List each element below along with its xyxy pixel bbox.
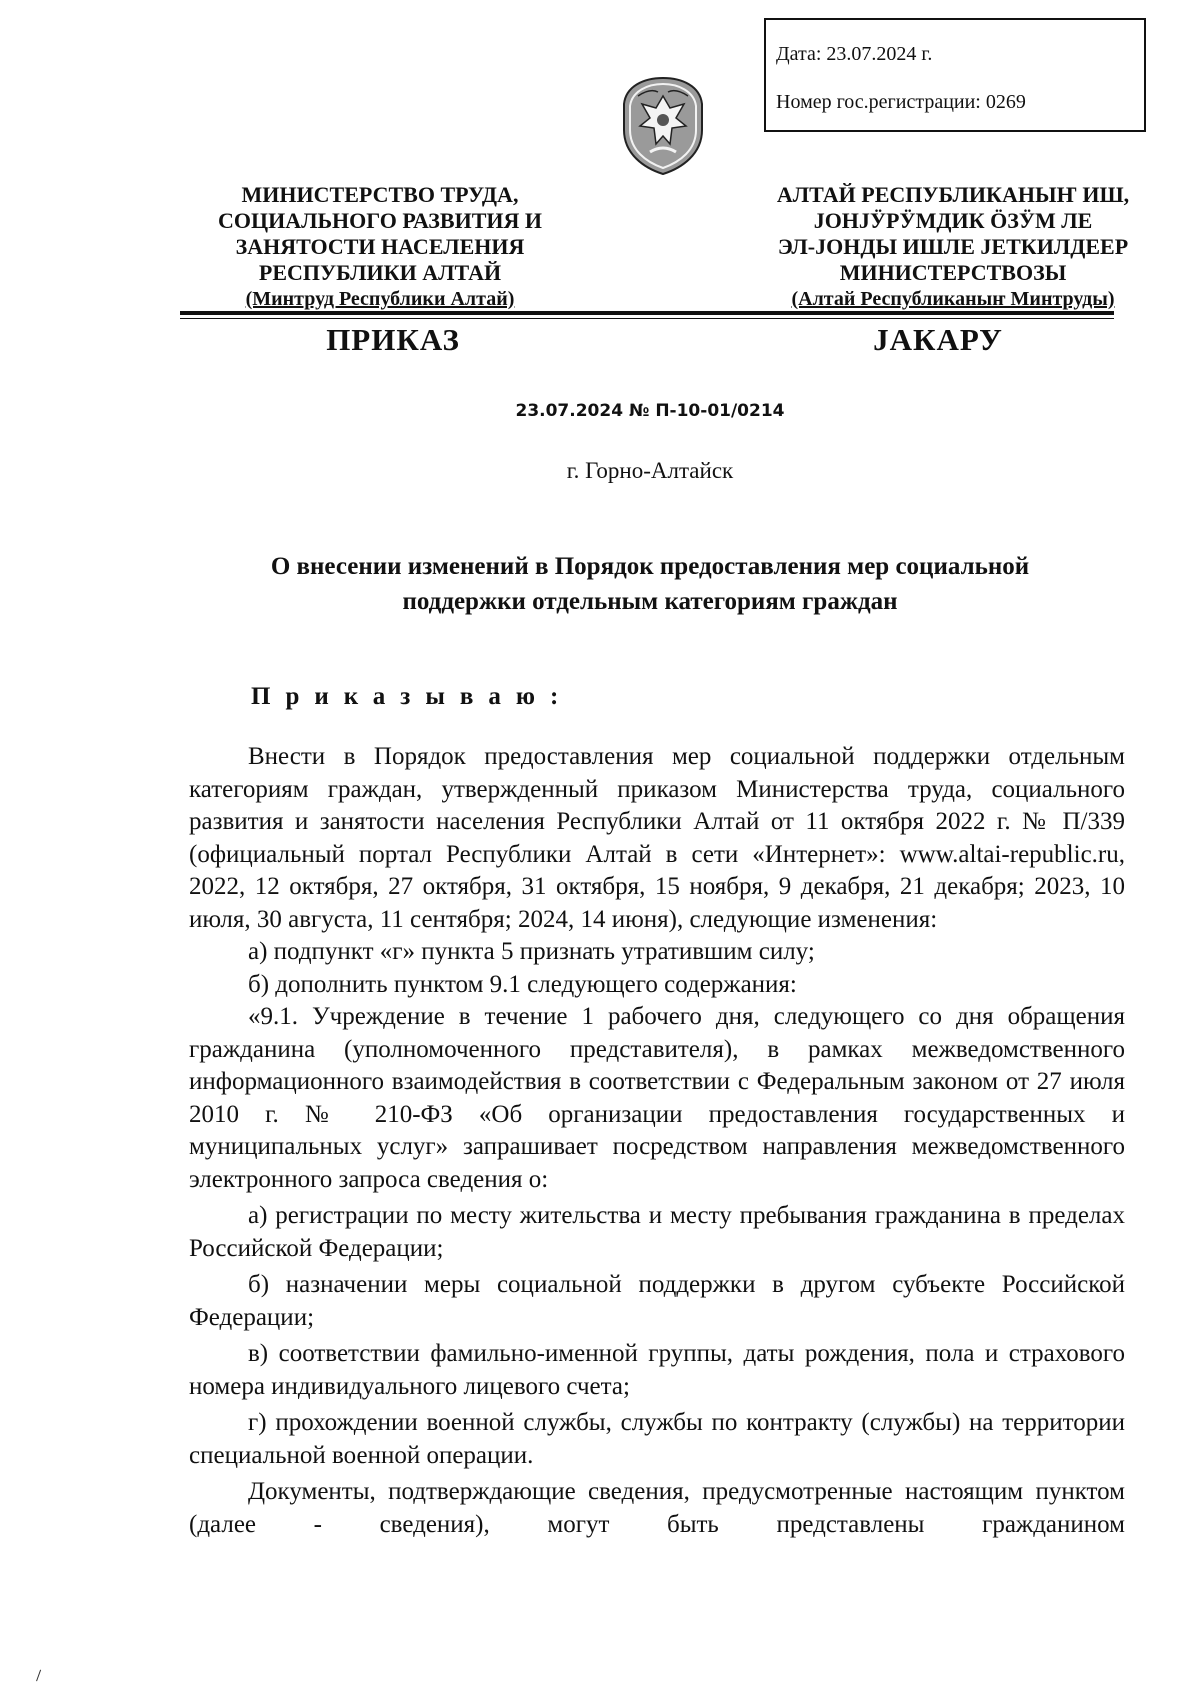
- paragraph-point-9-1: «9.1. Учреждение в течение 1 рабочего дня, следующего со дня обращения гражданина (уполномоченного представителя), в рамках межведомственного информационного взаимодействия в соответствии с Федеральным законом от 27 июля 2010 г. № 210-ФЗ «Об организации предоставления государственных и муниципальных услуг» запрашивает посредством направления межведомственного электронного запроса сведения о:: [189, 1003, 1125, 1193]
- paragraph-subitem-b: б) назначении меры социальной поддержки в другом субъекте Российской Федерации;: [189, 1271, 1125, 1331]
- ministry-ru-line-3: ЗАНЯТОСТИ НАСЕЛЕНИЯ: [235, 234, 525, 259]
- order-date-number: 23.07.2024 № П-10-01/0214: [515, 401, 785, 421]
- ministry-ru-line-1: МИНИСТЕРСТВО ТРУДА,: [241, 182, 519, 207]
- ministry-ru-abbreviation: (Минтруд Республики Алтай): [245, 288, 515, 310]
- scan-mark: [36, 1670, 44, 1683]
- ministry-alt-line-1: АЛТАЙ РЕСПУБЛИКАНЫҤ ИШ,: [776, 182, 1130, 207]
- header-divider-thin: [180, 318, 1114, 319]
- ministry-ru-line-2: СОЦИАЛЬНОГО РАЗВИТИЯ И: [218, 208, 542, 233]
- order-title: [180, 549, 1120, 619]
- registration-date-row: [776, 44, 932, 64]
- registration-date-value: 23.07.2024 г.: [826, 43, 933, 65]
- order-directive-word: Приказываю:: [251, 683, 574, 710]
- doc-kind-altai: ЈАКАРУ: [873, 322, 1003, 357]
- order-body: [189, 741, 1125, 1541]
- ministry-name-altai: [733, 182, 1173, 312]
- paragraph-item-b: б) дополнить пунктом 9.1 следующего содержания:: [248, 970, 797, 998]
- ministry-alt-line-4: МИНИСТЕРСТВОЗЫ: [839, 260, 1067, 285]
- header-divider-thick: [180, 311, 1114, 315]
- ministry-name-russian: [170, 182, 590, 312]
- paragraph-subitem-v: в) соответствии фамильно-именной группы, даты рождения, пола и страхового номера индивидуального лицевого счета;: [189, 1340, 1125, 1400]
- order-city: г. Горно-Алтайск: [566, 458, 734, 483]
- paragraph-introduction: Внести в Порядок предоставления мер социальной поддержки отдельным категориям граждан, утвержденный приказом Министерства труда, социального развития и занятости населения Республики Алтай от 11 октября 2022 г. № П/339 (официальный портал Республики Алтай в сети «Интернет»: www.altai-republic.ru, 2022, 12 октября, 27 октября, 31 октября, 15 ноября, 9 декабря, 21 декабря; 2023, 10 июля, 30 августа, 11 сентября; 2024, 14 июня), следующие изменения:: [189, 743, 1125, 933]
- registration-number-row: [776, 92, 1026, 112]
- registration-stamp: [764, 18, 1146, 132]
- coat-of-arms-icon: [620, 74, 706, 176]
- registration-date-label: Дата:: [776, 43, 822, 65]
- order-title-line-1: О внесении изменений в Порядок предоставления мер социальной: [270, 553, 1030, 580]
- ministry-ru-line-4: РЕСПУБЛИКИ АЛТАЙ: [258, 260, 502, 285]
- ministry-alt-line-2: ЈОНЈӰРӰМДИК ÖЗӰМ ЛЕ: [813, 208, 1093, 233]
- paragraph-item-a: а) подпункт «г» пункта 5 признать утратившим силу;: [248, 938, 815, 965]
- ministry-alt-abbreviation: (Алтай Республиканыҥ Минтруды): [791, 288, 1115, 310]
- order-title-line-2: поддержки отдельным категориям граждан: [402, 588, 898, 615]
- paragraph-subitem-a: а) регистрации по месту жительства и месту пребывания гражданина в пределах Российской Федерации;: [189, 1202, 1125, 1262]
- doc-kind-russian: ПРИКАЗ: [326, 322, 460, 357]
- paragraph-documents: Документы, подтверждающие сведения, предусмотренные настоящим пунктом (далее - сведения), могут быть представлены гражданином: [189, 1478, 1125, 1538]
- registration-number-value: 0269: [985, 91, 1026, 113]
- ministry-alt-line-3: ЭЛ-ЈОНДЫ ИШЛЕ ЈЕТКИЛДЕЕР: [777, 234, 1129, 259]
- registration-number-label: Номер гос.регистрации:: [776, 91, 981, 113]
- paragraph-subitem-g: г) прохождении военной службы, службы по контракту (службы) на территории специальной военной операции.: [189, 1409, 1125, 1469]
